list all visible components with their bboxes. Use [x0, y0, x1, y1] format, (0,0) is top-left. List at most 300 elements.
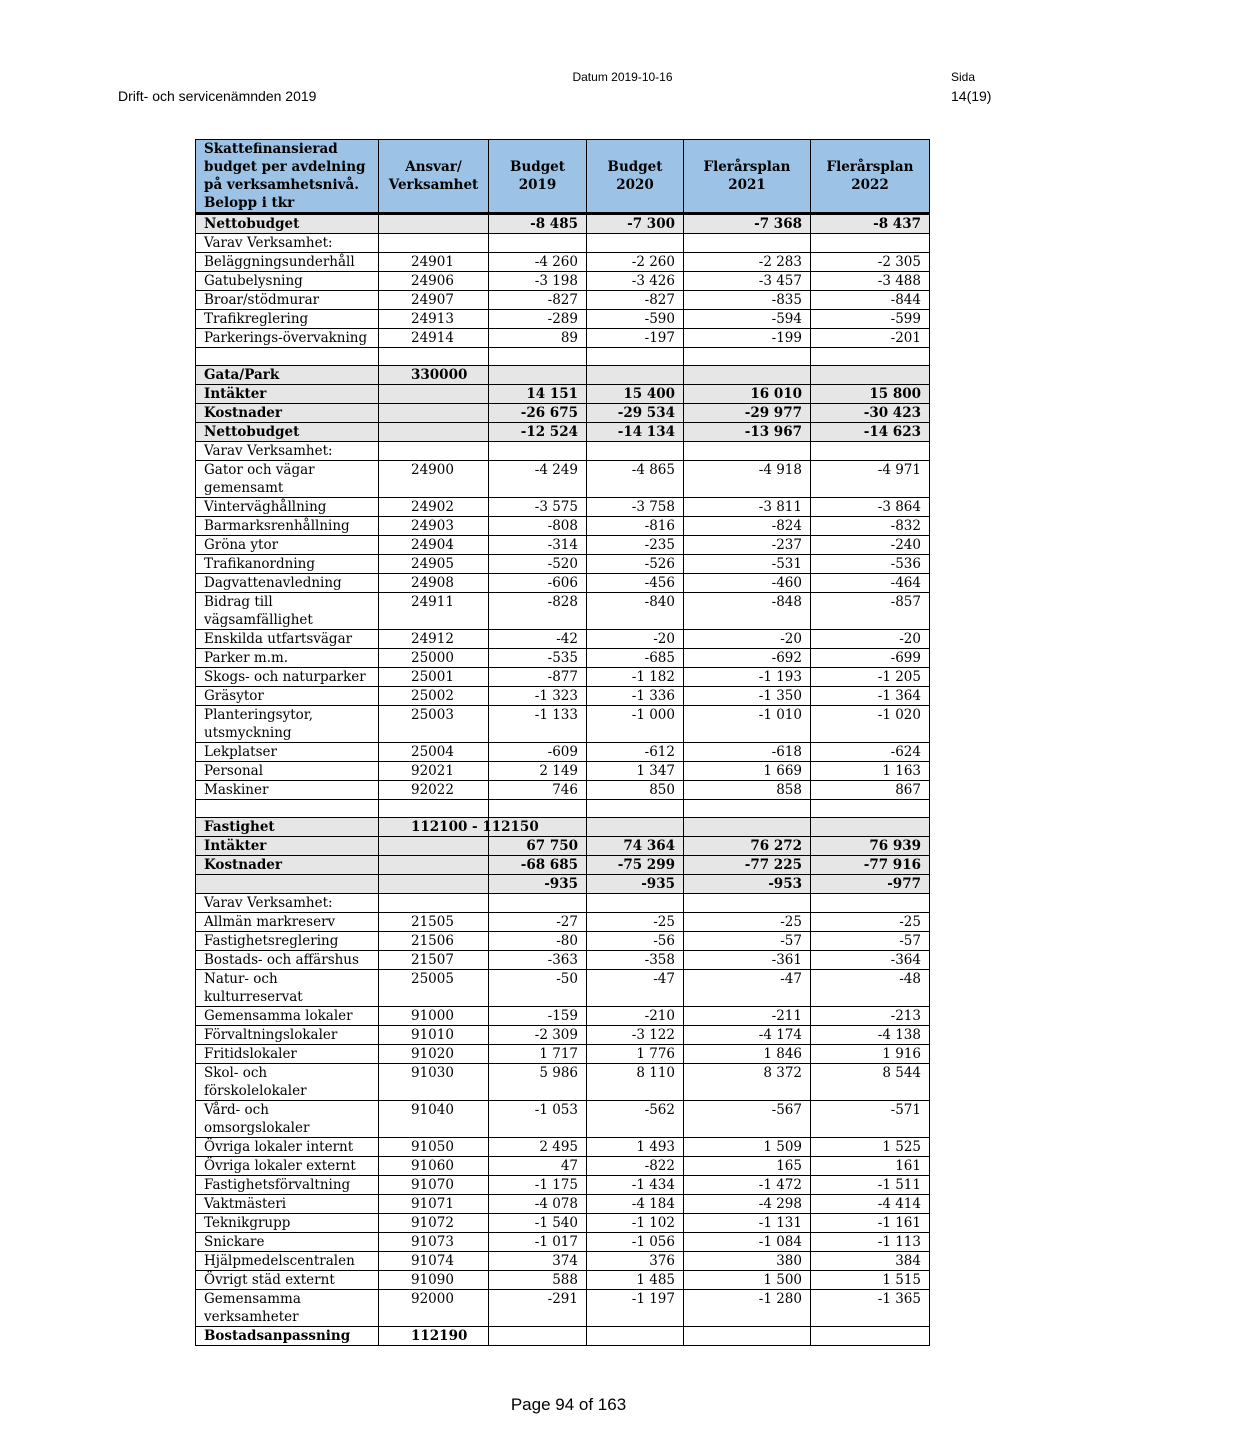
- table-row: [196, 385, 930, 404]
- row-plan-2021: [684, 894, 811, 913]
- row-plan-2022: -25: [811, 913, 930, 932]
- row-budget-2020: -1 336: [587, 687, 684, 706]
- row-plan-2022: 1 916: [811, 1045, 930, 1064]
- row-plan-2021: -13 967: [684, 423, 811, 442]
- row-plan-2021: -77 225: [684, 856, 811, 875]
- row-plan-2022: [811, 348, 930, 366]
- row-budget-2019: -50: [489, 970, 587, 1007]
- table-row: [196, 1101, 930, 1138]
- row-plan-2021: [684, 234, 811, 253]
- table-row: [196, 329, 930, 348]
- row-plan-2022: -364: [811, 951, 930, 970]
- row-budget-2019: 5 986: [489, 1064, 587, 1101]
- row-label: Gräsytor: [196, 687, 379, 706]
- table-row: [196, 1233, 930, 1252]
- row-label: Hjälpmedelscentralen: [196, 1252, 379, 1271]
- row-label: Gemensamma lokaler: [196, 1007, 379, 1026]
- row-plan-2021: [684, 366, 811, 385]
- row-budget-2019: -314: [489, 536, 587, 555]
- row-budget-2020: -7 300: [587, 214, 684, 234]
- row-code: 21506: [379, 932, 489, 951]
- row-plan-2022: 867: [811, 781, 930, 800]
- row-budget-2020: -612: [587, 743, 684, 762]
- row-plan-2021: [684, 800, 811, 818]
- row-budget-2019: 89: [489, 329, 587, 348]
- row-plan-2021: -1 131: [684, 1214, 811, 1233]
- row-plan-2022: 76 939: [811, 837, 930, 856]
- row-plan-2022: -4 971: [811, 461, 930, 498]
- row-label: Beläggningsunderhåll: [196, 253, 379, 272]
- row-code: 24902: [379, 498, 489, 517]
- row-label: Allmän markreserv: [196, 913, 379, 932]
- row-plan-2022: -599: [811, 310, 930, 329]
- row-plan-2021: [684, 348, 811, 366]
- row-label: Kostnader: [196, 404, 379, 423]
- table-row: [196, 272, 930, 291]
- row-code: 25001: [379, 668, 489, 687]
- row-budget-2019: -828: [489, 593, 587, 630]
- row-label: Övriga lokaler externt: [196, 1157, 379, 1176]
- row-label: Fritidslokaler: [196, 1045, 379, 1064]
- table-row: [196, 894, 930, 913]
- row-plan-2022: 161: [811, 1157, 930, 1176]
- row-plan-2021: -47: [684, 970, 811, 1007]
- row-plan-2022: -624: [811, 743, 930, 762]
- row-budget-2020: -1 197: [587, 1290, 684, 1327]
- row-code: 330000: [379, 366, 489, 385]
- table-row: [196, 366, 930, 385]
- row-plan-2021: -848: [684, 593, 811, 630]
- table-row: [196, 913, 930, 932]
- row-plan-2022: -3 488: [811, 272, 930, 291]
- row-budget-2019: -827: [489, 291, 587, 310]
- row-plan-2022: -3 864: [811, 498, 930, 517]
- row-code: 91074: [379, 1252, 489, 1271]
- row-code: 91060: [379, 1157, 489, 1176]
- table-row: [196, 1157, 930, 1176]
- row-plan-2022: -2 305: [811, 253, 930, 272]
- table-row: [196, 593, 930, 630]
- row-budget-2020: -197: [587, 329, 684, 348]
- row-budget-2019: -8 485: [489, 214, 587, 234]
- row-plan-2021: -237: [684, 536, 811, 555]
- row-budget-2020: -456: [587, 574, 684, 593]
- row-code: 21507: [379, 951, 489, 970]
- row-budget-2019: 2 495: [489, 1138, 587, 1157]
- row-plan-2021: -953: [684, 875, 811, 894]
- row-code: [379, 800, 489, 818]
- row-code: 92021: [379, 762, 489, 781]
- row-plan-2022: [811, 1327, 930, 1346]
- row-label: Natur- och kulturreservat: [196, 970, 379, 1007]
- row-plan-2022: -14 623: [811, 423, 930, 442]
- table-row: [196, 1045, 930, 1064]
- row-budget-2020: 1 485: [587, 1271, 684, 1290]
- row-budget-2020: -14 134: [587, 423, 684, 442]
- row-budget-2019: -26 675: [489, 404, 587, 423]
- row-label: Varav Verksamhet:: [196, 442, 379, 461]
- row-code: [379, 348, 489, 366]
- row-budget-2020: -3 758: [587, 498, 684, 517]
- row-plan-2022: 1 163: [811, 762, 930, 781]
- row-budget-2019: -27: [489, 913, 587, 932]
- row-plan-2022: -77 916: [811, 856, 930, 875]
- row-budget-2019: -1 175: [489, 1176, 587, 1195]
- table-row: [196, 348, 930, 366]
- table-row: [196, 461, 930, 498]
- row-plan-2022: -4 138: [811, 1026, 930, 1045]
- row-label: Bostadsanpassning: [196, 1327, 379, 1346]
- row-plan-2022: [811, 234, 930, 253]
- document-date: Datum 2019-10-16: [572, 70, 673, 84]
- row-code: [379, 423, 489, 442]
- row-code: [379, 385, 489, 404]
- table-row: [196, 536, 930, 555]
- row-plan-2021: 380: [684, 1252, 811, 1271]
- row-budget-2020: [587, 366, 684, 385]
- row-plan-2021: -7 368: [684, 214, 811, 234]
- row-label: Varav Verksamhet:: [196, 894, 379, 913]
- row-plan-2022: -977: [811, 875, 930, 894]
- row-plan-2022: 15 800: [811, 385, 930, 404]
- row-budget-2020: -822: [587, 1157, 684, 1176]
- row-plan-2021: -4 174: [684, 1026, 811, 1045]
- row-code: 25000: [379, 649, 489, 668]
- row-code: 91000: [379, 1007, 489, 1026]
- row-code: 91071: [379, 1195, 489, 1214]
- row-plan-2022: -1 365: [811, 1290, 930, 1327]
- page-label: Sida: [951, 70, 976, 84]
- table-row: [196, 687, 930, 706]
- row-plan-2021: -199: [684, 329, 811, 348]
- row-budget-2020: -3 122: [587, 1026, 684, 1045]
- row-plan-2021: -692: [684, 649, 811, 668]
- row-label: Skogs- och naturparker: [196, 668, 379, 687]
- row-plan-2022: -1 205: [811, 668, 930, 687]
- row-budget-2020: -935: [587, 875, 684, 894]
- row-code: 24908: [379, 574, 489, 593]
- row-budget-2019: -935: [489, 875, 587, 894]
- row-code: [379, 404, 489, 423]
- row-plan-2021: -1 193: [684, 668, 811, 687]
- row-label: [196, 875, 379, 894]
- row-budget-2020: -2 260: [587, 253, 684, 272]
- row-code: 24903: [379, 517, 489, 536]
- row-code: 91070: [379, 1176, 489, 1195]
- row-budget-2019: -1 323: [489, 687, 587, 706]
- row-budget-2019: -363: [489, 951, 587, 970]
- row-budget-2020: 850: [587, 781, 684, 800]
- row-label: Maskiner: [196, 781, 379, 800]
- row-plan-2022: -1 161: [811, 1214, 930, 1233]
- row-plan-2021: 1 500: [684, 1271, 811, 1290]
- row-plan-2021: [684, 442, 811, 461]
- row-label: Nettobudget: [196, 423, 379, 442]
- row-label: Bostads- och affärshus: [196, 951, 379, 970]
- row-budget-2020: -210: [587, 1007, 684, 1026]
- row-label: Förvaltningslokaler: [196, 1026, 379, 1045]
- row-code: 24907: [379, 291, 489, 310]
- document-title: Drift- och servicenämnden 2019: [118, 88, 317, 104]
- row-budget-2020: -4 865: [587, 461, 684, 498]
- table-row: [196, 1026, 930, 1045]
- row-code: 91090: [379, 1271, 489, 1290]
- row-code: 24900: [379, 461, 489, 498]
- row-budget-2020: -816: [587, 517, 684, 536]
- row-budget-2019: -3 575: [489, 498, 587, 517]
- row-code: 25005: [379, 970, 489, 1007]
- row-budget-2019: [489, 800, 587, 818]
- row-budget-2019: -2 309: [489, 1026, 587, 1045]
- row-code: 91010: [379, 1026, 489, 1045]
- row-code: 91073: [379, 1233, 489, 1252]
- table-row: [196, 1176, 930, 1195]
- row-plan-2021: -1 010: [684, 706, 811, 743]
- row-budget-2019: 374: [489, 1252, 587, 1271]
- table-row: [196, 1007, 930, 1026]
- table-row: [196, 574, 930, 593]
- row-budget-2019: -289: [489, 310, 587, 329]
- row-label: Intäkter: [196, 837, 379, 856]
- table-row: [196, 762, 930, 781]
- row-label: Gemensamma verksamheter: [196, 1290, 379, 1327]
- table-row: [196, 498, 930, 517]
- row-budget-2020: -4 184: [587, 1195, 684, 1214]
- row-code: [379, 894, 489, 913]
- table-row: [196, 1195, 930, 1214]
- row-budget-2019: -12 524: [489, 423, 587, 442]
- row-plan-2022: 8 544: [811, 1064, 930, 1101]
- row-label: Trafikanordning: [196, 555, 379, 574]
- row-plan-2022: -571: [811, 1101, 930, 1138]
- row-label: Barmarksrenhållning: [196, 517, 379, 536]
- row-plan-2021: -4 918: [684, 461, 811, 498]
- row-code: 112190: [379, 1327, 489, 1346]
- column-header-plan-2021: Flerårsplan 2021: [684, 140, 811, 214]
- table-row: [196, 837, 930, 856]
- row-budget-2020: 376: [587, 1252, 684, 1271]
- row-code: [379, 214, 489, 234]
- table-row: [196, 630, 930, 649]
- table-row: [196, 1271, 930, 1290]
- row-budget-2020: 1 493: [587, 1138, 684, 1157]
- row-budget-2020: -235: [587, 536, 684, 555]
- row-plan-2021: 165: [684, 1157, 811, 1176]
- row-label: Gatubelysning: [196, 272, 379, 291]
- row-plan-2021: -29 977: [684, 404, 811, 423]
- row-budget-2020: -840: [587, 593, 684, 630]
- row-label: Skol- och förskolelokaler: [196, 1064, 379, 1101]
- row-plan-2021: -1 280: [684, 1290, 811, 1327]
- row-budget-2019: [489, 894, 587, 913]
- row-code: [379, 875, 489, 894]
- row-budget-2020: 8 110: [587, 1064, 684, 1101]
- row-plan-2021: -594: [684, 310, 811, 329]
- row-budget-2019: -80: [489, 932, 587, 951]
- row-code: 91030: [379, 1064, 489, 1101]
- row-label: Fastighetsförvaltning: [196, 1176, 379, 1195]
- row-plan-2022: 1 525: [811, 1138, 930, 1157]
- row-budget-2019: [489, 1327, 587, 1346]
- table-row: [196, 234, 930, 253]
- row-label: Parkerings-övervakning: [196, 329, 379, 348]
- row-plan-2022: 384: [811, 1252, 930, 1271]
- row-budget-2019: -1 053: [489, 1101, 587, 1138]
- table-row: [196, 253, 930, 272]
- table-row: [196, 423, 930, 442]
- row-budget-2019: [489, 234, 587, 253]
- row-plan-2021: -20: [684, 630, 811, 649]
- table-row: [196, 818, 930, 837]
- row-budget-2019: -291: [489, 1290, 587, 1327]
- row-code: 112100 - 112150: [379, 818, 489, 837]
- row-plan-2021: -25: [684, 913, 811, 932]
- row-code: 24914: [379, 329, 489, 348]
- row-label: Gata/Park: [196, 366, 379, 385]
- row-label: Intäkter: [196, 385, 379, 404]
- row-budget-2020: 1 776: [587, 1045, 684, 1064]
- row-plan-2021: -1 084: [684, 1233, 811, 1252]
- row-plan-2022: -201: [811, 329, 930, 348]
- row-label: Personal: [196, 762, 379, 781]
- row-plan-2021: -211: [684, 1007, 811, 1026]
- row-plan-2022: [811, 442, 930, 461]
- row-code: 25003: [379, 706, 489, 743]
- row-label: Vård- och omsorgslokaler: [196, 1101, 379, 1138]
- table-row: [196, 291, 930, 310]
- row-label: Fastighetsreglering: [196, 932, 379, 951]
- row-code: 25002: [379, 687, 489, 706]
- table-row: [196, 781, 930, 800]
- table-row: [196, 214, 930, 234]
- row-budget-2019: -606: [489, 574, 587, 593]
- row-label: Kostnader: [196, 856, 379, 875]
- row-code: 24905: [379, 555, 489, 574]
- row-budget-2020: -3 426: [587, 272, 684, 291]
- column-header-plan-2022: Flerårsplan 2022: [811, 140, 930, 214]
- row-budget-2019: 47: [489, 1157, 587, 1176]
- row-plan-2022: [811, 366, 930, 385]
- row-plan-2022: -536: [811, 555, 930, 574]
- table-row: [196, 649, 930, 668]
- row-plan-2021: -2 283: [684, 253, 811, 272]
- row-plan-2022: [811, 800, 930, 818]
- row-label: Vinterväghållning: [196, 498, 379, 517]
- row-budget-2020: 15 400: [587, 385, 684, 404]
- row-plan-2021: 858: [684, 781, 811, 800]
- row-plan-2022: -1 020: [811, 706, 930, 743]
- table-row: [196, 800, 930, 818]
- row-plan-2021: -3 457: [684, 272, 811, 291]
- row-plan-2021: -3 811: [684, 498, 811, 517]
- row-label: Gator och vägar gemensamt: [196, 461, 379, 498]
- row-budget-2020: 1 347: [587, 762, 684, 781]
- row-label: Broar/stödmurar: [196, 291, 379, 310]
- row-plan-2021: [684, 1327, 811, 1346]
- table-row: [196, 404, 930, 423]
- row-budget-2019: -4 249: [489, 461, 587, 498]
- row-plan-2022: -1 511: [811, 1176, 930, 1195]
- budget-table: [195, 139, 930, 1346]
- row-label: Parker m.m.: [196, 649, 379, 668]
- row-code: 91050: [379, 1138, 489, 1157]
- row-code: 24913: [379, 310, 489, 329]
- row-plan-2021: -1 350: [684, 687, 811, 706]
- row-label: Planteringsytor, utsmyckning: [196, 706, 379, 743]
- row-budget-2019: -68 685: [489, 856, 587, 875]
- row-budget-2020: -1 000: [587, 706, 684, 743]
- table-row: [196, 1138, 930, 1157]
- row-plan-2022: -1 113: [811, 1233, 930, 1252]
- row-budget-2020: -75 299: [587, 856, 684, 875]
- table-body: [196, 214, 930, 1346]
- row-code: 24911: [379, 593, 489, 630]
- row-budget-2020: -20: [587, 630, 684, 649]
- table-row: [196, 706, 930, 743]
- table-row: [196, 1064, 930, 1101]
- row-budget-2019: -4 260: [489, 253, 587, 272]
- row-budget-2020: -358: [587, 951, 684, 970]
- row-budget-2020: -1 102: [587, 1214, 684, 1233]
- row-budget-2020: -827: [587, 291, 684, 310]
- row-plan-2022: -699: [811, 649, 930, 668]
- row-budget-2020: [587, 234, 684, 253]
- row-plan-2022: [811, 818, 930, 837]
- table-row: [196, 951, 930, 970]
- row-budget-2020: -29 534: [587, 404, 684, 423]
- table-row: [196, 932, 930, 951]
- row-plan-2021: -4 298: [684, 1195, 811, 1214]
- table-row: [196, 970, 930, 1007]
- row-code: 91020: [379, 1045, 489, 1064]
- row-budget-2020: -1 434: [587, 1176, 684, 1195]
- row-budget-2019: 588: [489, 1271, 587, 1290]
- row-budget-2019: -1 540: [489, 1214, 587, 1233]
- row-code: 24912: [379, 630, 489, 649]
- row-label: Dagvattenavledning: [196, 574, 379, 593]
- row-plan-2022: -240: [811, 536, 930, 555]
- row-code: 24906: [379, 272, 489, 291]
- row-label: Teknikgrupp: [196, 1214, 379, 1233]
- table-row: [196, 517, 930, 536]
- row-budget-2019: -520: [489, 555, 587, 574]
- row-budget-2019: -609: [489, 743, 587, 762]
- row-plan-2022: -4 414: [811, 1195, 930, 1214]
- row-plan-2021: -460: [684, 574, 811, 593]
- row-budget-2019: [489, 348, 587, 366]
- row-budget-2019: -1 017: [489, 1233, 587, 1252]
- row-label: Bidrag till vägsamfällighet: [196, 593, 379, 630]
- row-code: 92022: [379, 781, 489, 800]
- row-label: Vaktmästeri: [196, 1195, 379, 1214]
- row-code: 21505: [379, 913, 489, 932]
- table-row: [196, 310, 930, 329]
- table-row: [196, 1252, 930, 1271]
- row-budget-2020: [587, 442, 684, 461]
- row-plan-2021: -1 472: [684, 1176, 811, 1195]
- row-plan-2022: -213: [811, 1007, 930, 1026]
- row-plan-2021: -567: [684, 1101, 811, 1138]
- table-row: [196, 1327, 930, 1346]
- row-budget-2019: -4 078: [489, 1195, 587, 1214]
- row-label: Övriga lokaler internt: [196, 1138, 379, 1157]
- row-budget-2020: -1 182: [587, 668, 684, 687]
- row-label: Snickare: [196, 1233, 379, 1252]
- row-budget-2019: -535: [489, 649, 587, 668]
- row-plan-2022: 1 515: [811, 1271, 930, 1290]
- row-budget-2020: -56: [587, 932, 684, 951]
- table-row: [196, 555, 930, 574]
